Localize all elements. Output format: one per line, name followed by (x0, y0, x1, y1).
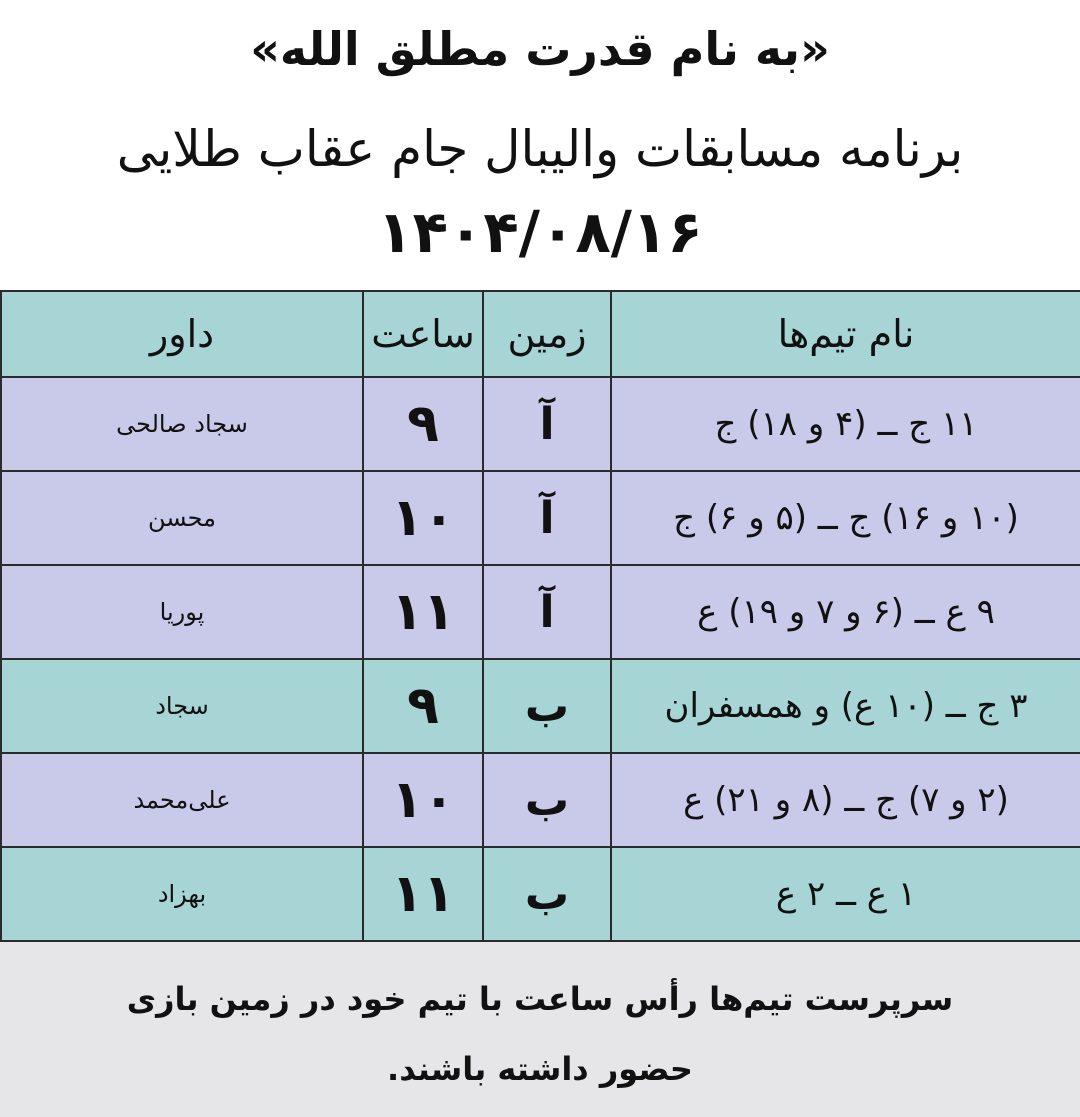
match-time: ۱۰ (363, 753, 483, 847)
table-header-row (1, 291, 1080, 377)
match-field: آ (483, 471, 611, 565)
match-time: ۱۱ (363, 565, 483, 659)
match-time: ۱۰ (363, 471, 483, 565)
footer-note-panel (0, 942, 1080, 1117)
column-header-teams: نام تیم‌ها (611, 291, 1080, 377)
match-time: ۱۱ (363, 847, 483, 941)
match-time: ۹ (363, 659, 483, 753)
match-referee: سجاد (1, 659, 363, 753)
match-teams: ۱ ع ــ ۲ ع (611, 847, 1080, 941)
match-referee: علی‌محمد (1, 753, 363, 847)
schedule-table (0, 290, 1080, 942)
match-teams: (۲ و ۷) ج ــ (۸ و ۲۱) ع (611, 753, 1080, 847)
match-teams: ۳ ج ــ (۱۰ ع) و همسفران (611, 659, 1080, 753)
column-header-referee: داور (1, 291, 363, 377)
column-header-time: ساعت (363, 291, 483, 377)
match-field: ب (483, 847, 611, 941)
table-row (1, 471, 1080, 565)
table-row (1, 753, 1080, 847)
footer-note: سرپرست تیم‌ها رأس ساعت با تیم خود در زمین بازی حضور داشته باشند. (126, 980, 954, 1088)
match-time: ۹ (363, 377, 483, 471)
title-block (0, 0, 1080, 290)
match-referee: بهزاد (1, 847, 363, 941)
match-referee: سجاد صالحی (1, 377, 363, 471)
table-row (1, 565, 1080, 659)
match-field: آ (483, 377, 611, 471)
match-field: ب (483, 753, 611, 847)
table-row (1, 659, 1080, 753)
match-teams: ۹ ع ــ (۶ و ۷ و ۱۹) ع (611, 565, 1080, 659)
table-row (1, 847, 1080, 941)
match-teams: (۱۰ و ۱۶) ج ــ (۵ و ۶) ج (611, 471, 1080, 565)
table-row (1, 377, 1080, 471)
schedule-date: ۱۴۰۴/۰۸/۱۶ (377, 198, 703, 266)
page-title: برنامه مسابقات والیبال جام عقاب طلایی (116, 120, 964, 178)
match-referee: پوریا (1, 565, 363, 659)
match-field: ب (483, 659, 611, 753)
match-referee: محسن (1, 471, 363, 565)
invocation-title: «به نام قدرت مطلق الله» (250, 22, 830, 76)
column-header-field: زمین (483, 291, 611, 377)
match-field: آ (483, 565, 611, 659)
match-teams: ۱۱ ج ــ (۴ و ۱۸) ج (611, 377, 1080, 471)
